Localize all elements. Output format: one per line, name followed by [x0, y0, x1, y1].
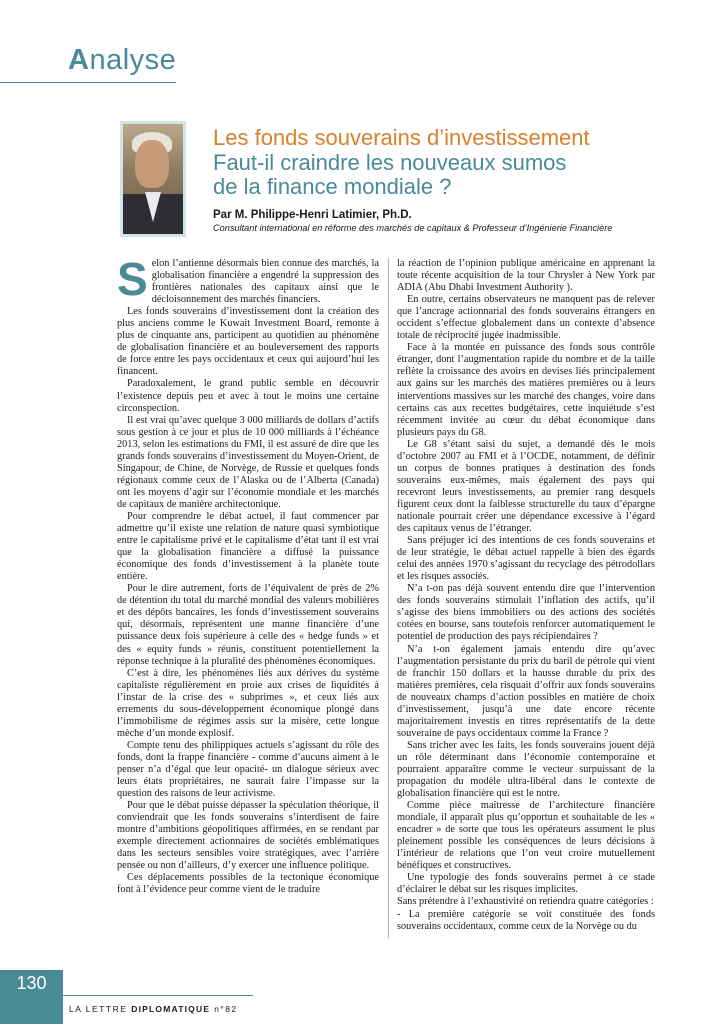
paragraph: Sans préjuger ici des intentions de ces fonds souverains et de leur stratégie, le débat actuel rappelle à bien des égards celui des années 1970 s’agissant du recyclage des pétrodollars et les risques associés. [397, 535, 655, 583]
paragraph: En outre, certains observateurs ne manquent pas de relever que l’ancrage actionnarial des fonds souverains étrangers en occident s’effectue globalement dans un contexte d’absence totale de réciprocité jugée inadmissible. [397, 294, 655, 342]
footer-rule [63, 995, 253, 996]
article-subtitle-line2: de la finance mondiale ? [213, 174, 452, 199]
section-title-initial: A [68, 44, 90, 76]
page-number: 130 [16, 973, 47, 993]
drop-cap: S [117, 253, 148, 305]
paragraph: Compte tenu des philippiques actuels s’agissant du rôle des fonds, dont la frappe financière - comme d’aucuns aiment à le penser n’a d’égal que leur opacité- un dialogue sérieux avec leurs états propriétaires, ne saurait faire l’impasse sur la question des raisons de leur activisme. [117, 739, 379, 800]
author-photo [120, 121, 186, 237]
paragraph: Comme pièce maîtresse de l’architecture financière mondiale, il apparaît plus qu’opportun et souhaitable de les « encadrer » de sorte que tous les opérateurs assument le plus pleinement possible les conséquences de leurs décisions à l’intérieur de relations que l’on veut croire mutuellement bénéfiques et constructives. [397, 800, 655, 872]
article-column-right [397, 258, 655, 933]
paragraph: Pour que le débat puisse dépasser la spéculation théorique, il conviendrait que les fonds souverains s’interdisent de faire montre d’ambitions géopolitiques affirmées, en se rendant par exemple directement actionnaires de sociétés emblématiques dans les secteurs sensibles voire stratégiques, avec l’arrière pensée ou non d’ailleurs, d’y exercer une influence politique. [117, 800, 379, 872]
paragraph: Une typologie des fonds souverains permet à ce stade d’éclairer le débat sur les risques implicites. [397, 872, 655, 896]
column-divider [388, 258, 389, 938]
paragraph: Ces déplacements possibles de la tectonique économique font à l’évidence peur comme vient de le traduire [117, 872, 379, 896]
paragraph: N’a t-on également jamais entendu dire qu’avec l’augmentation persistante du prix du baril de pétrole qui vient de franchir 150 dollars et la hausse durable du prix des matières premières, cela risquait d’offrir aux fonds souverains de nouveaux champs d’action possibles en matière de choix d’investissement, jusqu’à une date encore récente majoritairement investis en titres représentatifs de la dette souveraine de pays occidentaux comme la France ? [397, 643, 655, 739]
paragraph: Les fonds souverains d’investissement dont la création des plus anciens comme le Kuwait Investment Board, remonte à plus de cinquante ans, participent au quotidien au phénomène de globalisation financière et au bouleversement des rapports de force entre les pays occidentaux et ceux qui aujourd’hui les financent. [117, 306, 379, 378]
publication-title: DIPLOMATIQUE [131, 1004, 211, 1014]
section-title [68, 44, 176, 77]
paragraph: Paradoxalement, le grand public semble en découvrir l’existence depuis peu et avec à tout le moins une certaine circonspection. [117, 378, 379, 414]
paragraph: Sans prétendre à l’exhaustivité on retiendra quatre catégories : [397, 896, 654, 908]
paragraph: la réaction de l’opinion publique américaine en apprenant la toute récente acquisition de la tour Chrysler à New York par ADIA (Abu Dhabi Investment Authority ). [397, 258, 655, 294]
paragraph: C’est à dire, les phénomènes liés aux dérives du système capitaliste régulièrement en proie aux crises de liquidités à l’instar de la crise des « subprimes », et ceux liés aux errements du sous-développement économique plongé dans l’immobilisme de régimes assis sur la misère, cette longue mèche d’un monde explosif. [117, 667, 379, 739]
article-subtitle-line1: Faut-il craindre les nouveaux sumos [213, 150, 567, 175]
author-photo-face [135, 140, 169, 188]
paragraph: Pour le dire autrement, forts de l’équivalent de près de 2% de détention du total du marché mondial des valeurs mobilières et des dépôts bancaires, les fonds d’investissement souverains qui, désormais, représentent une manne financière d’une puissance deux fois supérieure à celle des « hedge funds » et des « equity funds » réunis, constituent potentiellement la réponse technique à la pluralité des phénomènes économiques. [117, 583, 379, 667]
paragraph: Sans tricher avec les faits, les fonds souverains jouent déjà un rôle déterminant dans l’économie contemporaine et pourraient apparaître comme le vecteur surpuissant de la propagation du modèle ultra-libéral dans le contexte de globalisation financière qui est le notre. [397, 739, 655, 800]
issue-number: n°82 [214, 1004, 238, 1014]
paragraph: Le G8 s’étant saisi du sujet, a demandé dès le mois d’octobre 2007 au FMI et à l’OCDE, notamment, de définir un corpus de bonnes pratiques à destination des fonds souverains eux-mêmes, mais également des pays qui recevront leurs investissements, au premier rang desquels figurent ceux dont la faiblesse structurelle du taux d’épargne nationale pourrait créer une dépendance excessive à l’égard des capitaux venus de l’étranger. [397, 438, 655, 535]
paragraph: Pour comprendre le débat actuel, il faut commencer par admettre qu’il existe une relation de nature quasi symbiotique entre le capitalisme privé et le capitalisme d’état tant il est vrai que la globalisation financière a diffusé la puissance économique des fonds d’investissement à la planète toute entière. [117, 510, 379, 583]
publication-prefix: LA LETTRE [69, 1004, 128, 1014]
article-title-line1: Les fonds souverains d’investissement [213, 125, 590, 150]
paragraph: elon l’antienne désormais bien connue des marchés, la globalisation financière a engendré la suppression des frontières nationales des capitaux ainsi que le décloisonnement des marchés financiers. [151, 258, 379, 306]
section-title-rest: nalyse [89, 44, 177, 76]
list-item: - La première catégorie se voit constituée des fonds souverains occidentaux, comme ceux de la Norvège ou du [397, 908, 655, 932]
article-column-left [117, 253, 379, 896]
author-byline: Par M. Philippe-Henri Latimier, Ph.D. [213, 209, 412, 221]
article-subtitle [213, 151, 566, 199]
publication-name [69, 1004, 238, 1014]
paragraph: N’a t-on pas déjà souvent entendu dire que l’intervention des fonds souverains stimulait l’inflation des actifs, qu’il s’agisse des biens immobiliers ou des actions des sociétés cotées en bourse, sans toutefois renforcer automatiquement le potentiel de production des pays récipiendaires ? [397, 583, 655, 643]
paragraph: Il est vrai qu’avec quelque 3 000 milliards de dollars d’actifs sous gestion à ce jour et plus de 10 000 milliards à l’échéance 2013, selon les estimations du FMI, il est assuré de dire que les grands fonds souverains d’investissement du Moyen-Orient, de Singapour, de Chine, de Norvège, de Russie et quelques fonds régionaux comme ceux de l’Alaska ou de l’Alberta (Canada) ont les moyens d’agir sur l’économie mondiale et les marchés de capitaux de manière architectonique. [117, 414, 379, 510]
author-credentials: Consultant international en réforme des marchés de capitaux & Professeur d’Ingénierie Financière [213, 223, 613, 233]
paragraph: Face à la montée en puissance des fonds sous contrôle étranger, dont l’augmentation rapide du nombre et de la taille reflète la croissance des avoirs en devises liés principalement aux gains sur les marchés des matières premières ou à leurs interventions massives sur les marché des changes, voire dans certains cas aux recettes budgétaires, cette inquiétude s’est récemment invitée au cœur du débat économique dans plusieurs pays du G8. [397, 342, 655, 438]
section-rule [0, 82, 176, 83]
